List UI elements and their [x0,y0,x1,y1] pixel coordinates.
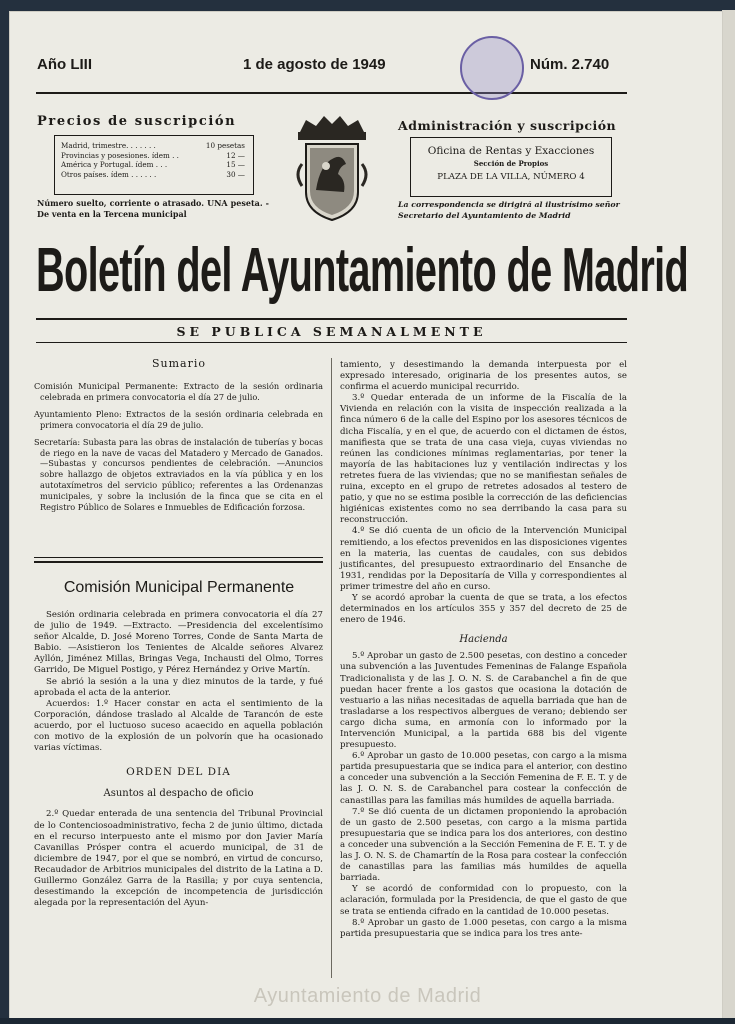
admin-section: Sección de Propios [473,159,549,168]
agenda-paragraph: 7.º Se dió cuenta de un dictamen proponiendo la aprobación de un gasto de 2.500 pesetas, con cargo a la misma partida presupuestaria que se indica para los dos anteriores, con destino a conceder una subvención a la Sección Femenina de F. E. T. y de las J. O. N. S. de Chamartín de la Rosa para costear la confección de canastillas para las familias más humildes de aquella barriada. [340,806,627,884]
comision-paragraph: Se abrió la sesión a la una y diez minutos de la tarde, y fué aprobada el acta de la anterior. [34,676,323,698]
comision-intro: Sesión ordinaria celebrada en primera convocatoria el día 27 de julio de 1949. —Extracto. —Presidencia del excelentísimo señor Alcalde, D. José Moreno Torres, Conde de Santa Marta de Babio. —Asistieron los Tenientes de Alcalde señores Alvarez Ayllón, Jiménez Millas, Bringas Vega, Inchausti del Olmo, Torres Garrido, De Miguel Postigo, y Pérez Hernández y Orive Martín. [34,610,323,676]
comision-body [34,610,323,909]
agenda-paragraph: 4.º Se dió cuenta de un oficio de la Intervención Municipal remitiendo, a los efectos prevenidos en las disposiciones vigentes en la materia, las cuentas de caudales, con sus debidos justificantes, del presupuesto extraordinario del Ensanche de 1931, rendidas por la Depositaría de Villa y correspondientes al primer trimestre del año en curso. [340,526,627,592]
price-value: 15 — [226,160,245,170]
comision-heading: Comisión Municipal Permanente [63,579,295,596]
agenda-paragraph: 6.º Aprobar un gasto de 10.000 pesetas, con cargo a la misma partida presupuestaria que se indica para el anterior, con destino a conceder una subvención a la Sección Femenina de F. E. T. y de las J. O. N. S. de Carabanchel para costear la confección de canastillas para las familias más humildes de aquella barriada. [340,751,627,806]
price-label: América y Portugal. ídem . . . [61,160,168,170]
agenda-paragraph: Y se acordó aprobar la cuenta de que se trata, a los efectos determinados en los artículos 355 y 357 del decreto de 25 de enero de 1946. [340,592,627,626]
agenda-paragraph: Y se acordó de conformidad con lo propuesto, con la aclaración, formulada por la Presidencia, de que el gasto de que se trata se entienda cifrado en la cantidad de 10.000 pesetas. [340,884,627,917]
issue-number: Núm. 2.740 [530,56,610,73]
sumario-heading: Sumario [151,357,206,370]
prices-title: Precios de suscripción [37,114,237,129]
column-divider [331,358,332,978]
price-value: 12 — [226,150,245,160]
admin-office: Oficina de Rentas y Exacciones [427,145,595,157]
hacienda-heading: Hacienda [459,634,508,646]
masthead-rule-bottom [36,342,627,343]
masthead-subtitle: SE PUBLICA SEMANALMENTE [176,324,487,339]
admin-note: La correspondencia se dirigirá al ilustrísimo señor Secretario del Ayuntamiento de Madrid [398,200,620,220]
coat-of-arms-icon [290,114,374,226]
sumario-list [34,381,323,519]
library-stamp [460,36,524,100]
price-value: 30 — [226,169,245,179]
section-rule-b [34,561,323,563]
prices-note: Número suelto, corriente o atrasado. UNA peseta. - De venta en la Tercena municipal [37,198,269,219]
price-label: Otros países. ídem . . . . . . [61,169,157,179]
price-label: Madrid, trimestre. . . . . . . [61,141,156,150]
scan-border [0,1018,735,1024]
issue-date: 1 de agosto de 1949 [243,56,386,73]
agenda-paragraph: 5.º Aprobar un gasto de 2.500 pesetas, con destino a conceder una subvención a las Juventudes Femeninas de Falange Española Tradicionalista y de las J. O. N. S. de Carabanchel a fin de que puedan hacer frente a los gastos que ocasiona la dotación de vestuario a las niñas necesitadas de aquella barriada que han de trasladarse a los respectivos albergues de verano; debiendo ser cargo dicha suma, en armonía con lo informado por la Intervención Municipal, a la partida 688 bis del vigente presupuesto. [340,651,627,751]
masthead-title: Boletín del Ayuntamiento de Madrid [36,236,689,305]
sumario-item: Ayuntamiento Pleno: Extractos de la sesión ordinaria celebrada en primera convocatoria el día 29 de julio. [34,408,323,430]
sumario-item: Secretaría: Subasta para las obras de instalación de tuberías y bocas de riego en la nave de vacas del Matadero y Mercado de Ganados. —Subastas y concursos pendientes de celebración. —Anuncios sobre hallazgo de objetos extraviados en la vía pública y en los autotaxímetros del servicio público; referentes a las Ordenanzas municipales, y sobre la inclusión de la finca que se cita en el Registro Público de Solares e Inmuebles de Edificación forzosa. [34,436,323,513]
admin-title: Administración y suscripción [398,118,617,133]
orden-del-dia-heading: ORDEN DEL DIA [126,766,231,779]
section-rule-a [34,557,323,558]
price-label: Provincias y posesiones. ídem . . [61,150,179,160]
continued-paragraph: tamiento, y desestimando la demanda interpuesta por el expresado interesado, originaria de los presentes autos, se confirma el acuerdo municipal recurrido. [340,360,627,393]
admin-address: PLAZA DE LA VILLA, NÚMERO 4 [437,172,585,182]
admin-box [410,137,612,197]
asuntos-heading: Asuntos al despacho de oficio [103,788,254,800]
sumario-item: Comisión Municipal Permanente: Extracto de la sesión ordinaria celebrada en primera convocatoria el día 27 de julio. [34,381,323,402]
comision-paragraph: 2.º Quedar enterada de una sentencia del Tribunal Provincial de lo Contenciosoadministrativo, fecha 2 de junio último, dictada en el recurso interpuesto ante el mismo por don Javier María Cavanillas Prósper contra el acuerdo municipal, de 31 de diciembre de 1947, por el que se nombró, en virtud de concurso, Recaudador de Arbitrios municipales del distrito de la Latina a D. Guillermo González Garra de la Rasilla; y por cuya sentencia, desestimando la excepción de incompetencia de jurisdicción alegada por la representación del Ayun- [34,809,323,909]
agenda-paragraph: 3.º Quedar enterada de un informe de la Fiscalía de la Vivienda en relación con la visita de inspección realizada a la finca número 6 de la calle del Espino por los asesores técnicos de dicha Fiscalía, y en el que, de acuerdo con el dictamen de éstos, manifiesta que se trata de una casa vieja, cuyas viviendas no reúnen las condiciones mínimas reglamentarias, por tener la mayoría de las habitaciones luz y ventilación indirectas y los retretes fuera de las viviendas; que no se manifiestan señales de ruina, excepto en el grupo de retretes adosados al testero de patio, y que no se estima posible la corrección de las deficiencias higiénicas existentes como no sea derribando la casa para su reconstrucción. [340,393,627,526]
masthead-rule-top [36,318,627,320]
page-edge [722,10,735,1024]
agenda-paragraph: 8.º Aprobar un gasto de 1.000 pesetas, con cargo a la misma partida presupuestaria que se indica para los tres ante- [340,917,627,939]
volume-label: Año LIII [37,56,92,73]
price-value: 10 pesetas [205,141,245,150]
right-column-body [340,360,627,940]
comision-paragraph: Acuerdos: 1.º Hacer constar en acta el sentimiento de la Corporación, dándose traslado al Alcalde de Tarancón de este acuerdo, por el luctuoso suceso acaecido en aquella población con motivo de la explosión de un polvorín que ha ocasionado varias víctimas. [34,698,323,754]
prices-box [54,135,254,195]
header-rule [36,92,627,94]
watermark: Ayuntamiento de Madrid [253,985,482,1007]
